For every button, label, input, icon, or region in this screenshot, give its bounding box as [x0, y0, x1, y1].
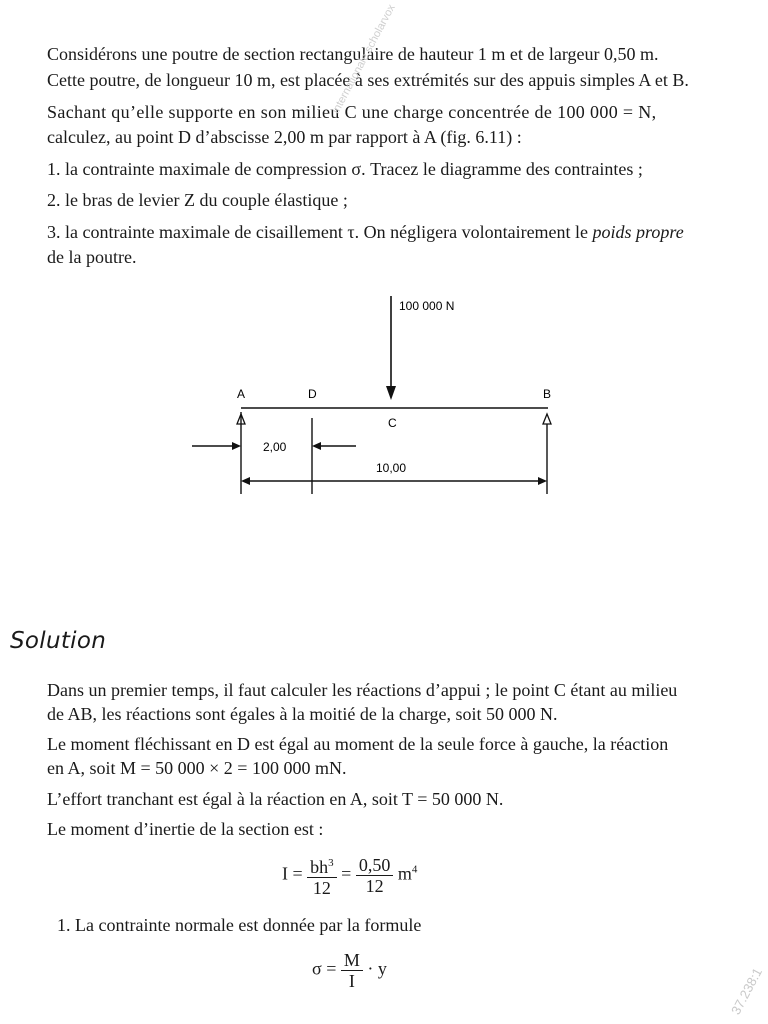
emphasis-poids-propre: poids propre	[592, 222, 684, 242]
problem-text-line: calculez, au point D d’abscisse 2,00 m par rapport à A (fig. 6.11) :	[47, 127, 522, 147]
inertia-unit: m	[397, 863, 412, 884]
solution-heading: Solution	[10, 628, 107, 654]
question-item-1: 1. la contrainte maximale de compression σ. Tracez le diagramme des contraintes ;	[47, 159, 643, 179]
solution-item-1: 1. La contrainte normale est donnée par la formule	[57, 915, 422, 935]
point-label-d: D	[308, 387, 317, 401]
sigma-denominator: I	[348, 971, 355, 991]
point-label-a: A	[237, 387, 246, 401]
inertia-equals: =	[341, 863, 352, 884]
inertia-numerator-1: bh	[310, 857, 329, 877]
point-label-b: B	[543, 387, 552, 401]
beam-diagram	[180, 290, 580, 500]
watermark-diagonal: internationale.scholarvox	[330, 2, 398, 116]
inertia-denominator-2: 12	[365, 876, 384, 896]
watermark-corner: 37.238:1	[728, 965, 766, 1018]
inertia-denominator-1: 12	[312, 878, 331, 898]
sigma-rhs: · y	[367, 958, 387, 979]
problem-text-line: Considérons une poutre de section rectangulaire de hauteur 1 m et de largeur 0,50 m.	[47, 44, 659, 64]
solution-text-line: Le moment fléchissant en D est égal au moment de la seule force à gauche, la réaction	[47, 734, 669, 754]
solution-text-line: de AB, les réactions sont égales à la moitié de la charge, soit 50 000 N.	[47, 704, 558, 724]
question-item-2: 2. le bras de levier Z du couple élastique ;	[47, 190, 348, 210]
sigma-numerator: M	[341, 950, 363, 971]
solution-text-line: Dans un premier temps, il faut calculer les réactions d’appui ; le point C étant au milieu	[47, 680, 678, 700]
inertia-unit-exponent: 4	[411, 863, 418, 876]
solution-text-line: en A, soit M = 50 000 × 2 = 100 000 mN.	[47, 758, 347, 778]
question-item-3-continuation: de la poutre.	[47, 247, 137, 267]
fraction-050-over-12	[356, 855, 394, 896]
sigma-formula	[312, 950, 387, 991]
fraction-bh3-over-12	[307, 853, 337, 898]
fraction-m-over-i	[341, 950, 363, 991]
question-item-3-text: 3. la contrainte maximale de cisaillement τ. On négligera volontairement le	[47, 222, 593, 242]
dimension-ad-label: 2,00	[263, 440, 287, 454]
solution-text-line: Le moment d’inertie de la section est :	[47, 819, 324, 839]
dimension-ab-label: 10,00	[376, 461, 407, 475]
sigma-lhs: σ =	[312, 958, 337, 979]
load-arrow-head	[386, 386, 396, 400]
load-label: 100 000 N	[399, 299, 455, 313]
inertia-formula	[282, 853, 417, 898]
point-label-c: C	[388, 416, 397, 430]
inertia-numerator-2: 0,50	[356, 855, 394, 876]
inertia-lhs: I =	[282, 863, 303, 884]
solution-text-line: L’effort tranchant est égal à la réaction en A, soit T = 50 000 N.	[47, 789, 504, 809]
problem-text-line: Cette poutre, de longueur 10 m, est placée à ses extrémités sur des appuis simples A et B.	[47, 70, 689, 90]
problem-text-line: Sachant qu’elle supporte en son milieu C une charge concentrée de 100 000 = N,	[47, 102, 657, 122]
support-b-icon	[543, 414, 551, 424]
question-item-3	[47, 220, 684, 244]
inertia-exponent-1: 3	[328, 857, 334, 869]
